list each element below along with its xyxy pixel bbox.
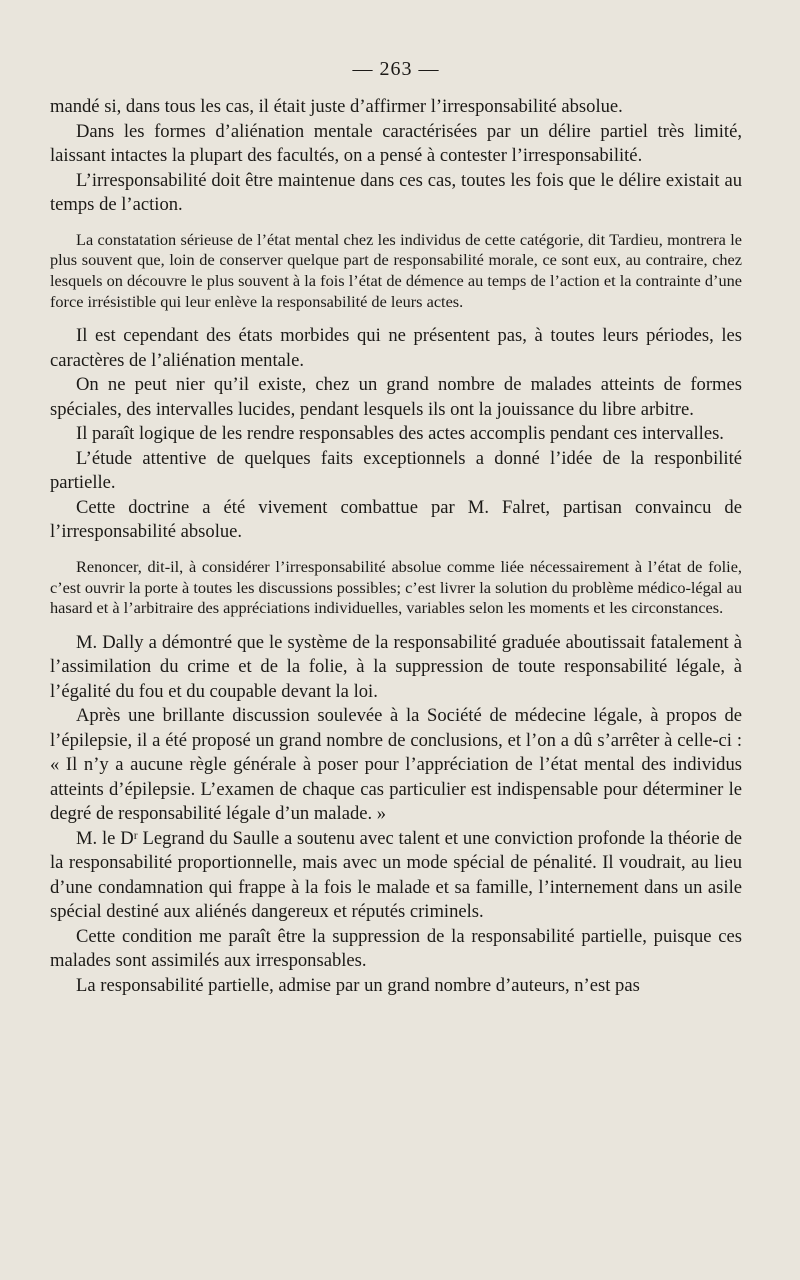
section-2 xyxy=(50,324,742,545)
paragraph: Cette condition me paraît être la suppression de la responsabilité partielle, puisque ces malades sont assimilés aux irresponsables. xyxy=(50,925,742,972)
paragraph: On ne peut nier qu’il existe, chez un grand nombre de malades atteints de formes spéciales, des intervalles lucides, pendant lesquels ils ont la jouissance du libre arbitre. xyxy=(50,374,742,420)
section-3 xyxy=(50,631,742,999)
paragraph: Il est cependant des états morbides qui ne présentent pas, à toutes leurs périodes, les caractères de l’aliénation mentale. xyxy=(50,325,742,371)
paragraph: Après une brillante discussion soulevée à la Société de médecine légale, à propos de l’épilepsie, il a été proposé un grand nombre de conclusions, et l’on a dû s’arrêter à celle-ci : « Il n’y a aucune règle générale à poser pour l’appréciation de l’état mental des individus atteints d’épilepsie. L’examen de chaque cas particulier est indispensable pour déterminer le degré de responsabilité légale d’un malade. » xyxy=(50,705,742,825)
quote-falret xyxy=(50,557,742,619)
paragraph: M. Dally a démontré que le système de la responsabilité graduée aboutissait fatalement à l’assimilation du crime et de la folie, à la suppression de toute responsabilité légale, à l’égalité du fou et du coupable devant la loi. xyxy=(50,631,742,702)
paragraph: Dans les formes d’aliénation mentale caractérisées par un délire partiel très limité, laissant intactes la plupart des facultés, on a pensé à contester l’irresponsabilité. xyxy=(50,120,742,166)
paragraph: La responsabilité partielle, admise par un grand nombre d’auteurs, n’est pas xyxy=(76,974,640,996)
quote-tardieu xyxy=(50,230,742,313)
paragraph: L’étude attentive de quelques faits exceptionnels a donné l’idée de la responbilité partielle. xyxy=(50,447,742,494)
paragraph: M. le Dʳ Legrand du Saulle a soutenu avec talent et une conviction profonde la théorie de la responsabilité proportionnelle, mais avec un mode spécial de pénalité. Il voudrait, au lieu d’une condamnation qui frappe à la fois le malade et sa famille, l’internement dans un asile spécial destiné aux aliénés dangereux et réputés criminels. xyxy=(50,827,742,923)
paragraph: L’irresponsabilité doit être maintenue dans ces cas, toutes les fois que le délire existait au temps de l’action. xyxy=(50,169,742,215)
paragraph: Il paraît logique de les rendre responsables des actes accomplis pendant ces intervalles. xyxy=(76,423,724,445)
quote-text: La constatation sérieuse de l’état mental chez les individus de cette catégorie, dit Tardieu, montrera le plus souvent que, loin de conserver quelque part de responsabilité morale, ce sont eux, au contraire, chez lesquels on découvre le plus souvent à la fois l’état de démence au temps de l’action et la contrainte d’une force irrésistible qui leur enlève la responsabilité de leurs actes. xyxy=(50,229,742,311)
section-1 xyxy=(50,95,742,218)
paragraph: mandé si, dans tous les cas, il était juste d’affirmer l’irresponsabilité absolue. xyxy=(50,96,623,117)
quote-text: Renoncer, dit-il, à considérer l’irresponsabilité absolue comme liée nécessairement à l’état de folie, c’est ouvrir la porte à toutes les discussions possibles; c’est livrer la solution du problème médico-légal au hasard et à l’arbitraire des appréciations individuelles, variables selon les moments et les circonstances. xyxy=(50,556,742,618)
paragraph: Cette doctrine a été vivement combattue par M. Falret, partisan convaincu de l’irresponsabilité absolue. xyxy=(50,496,742,543)
page-number: — 263 — xyxy=(352,58,440,80)
